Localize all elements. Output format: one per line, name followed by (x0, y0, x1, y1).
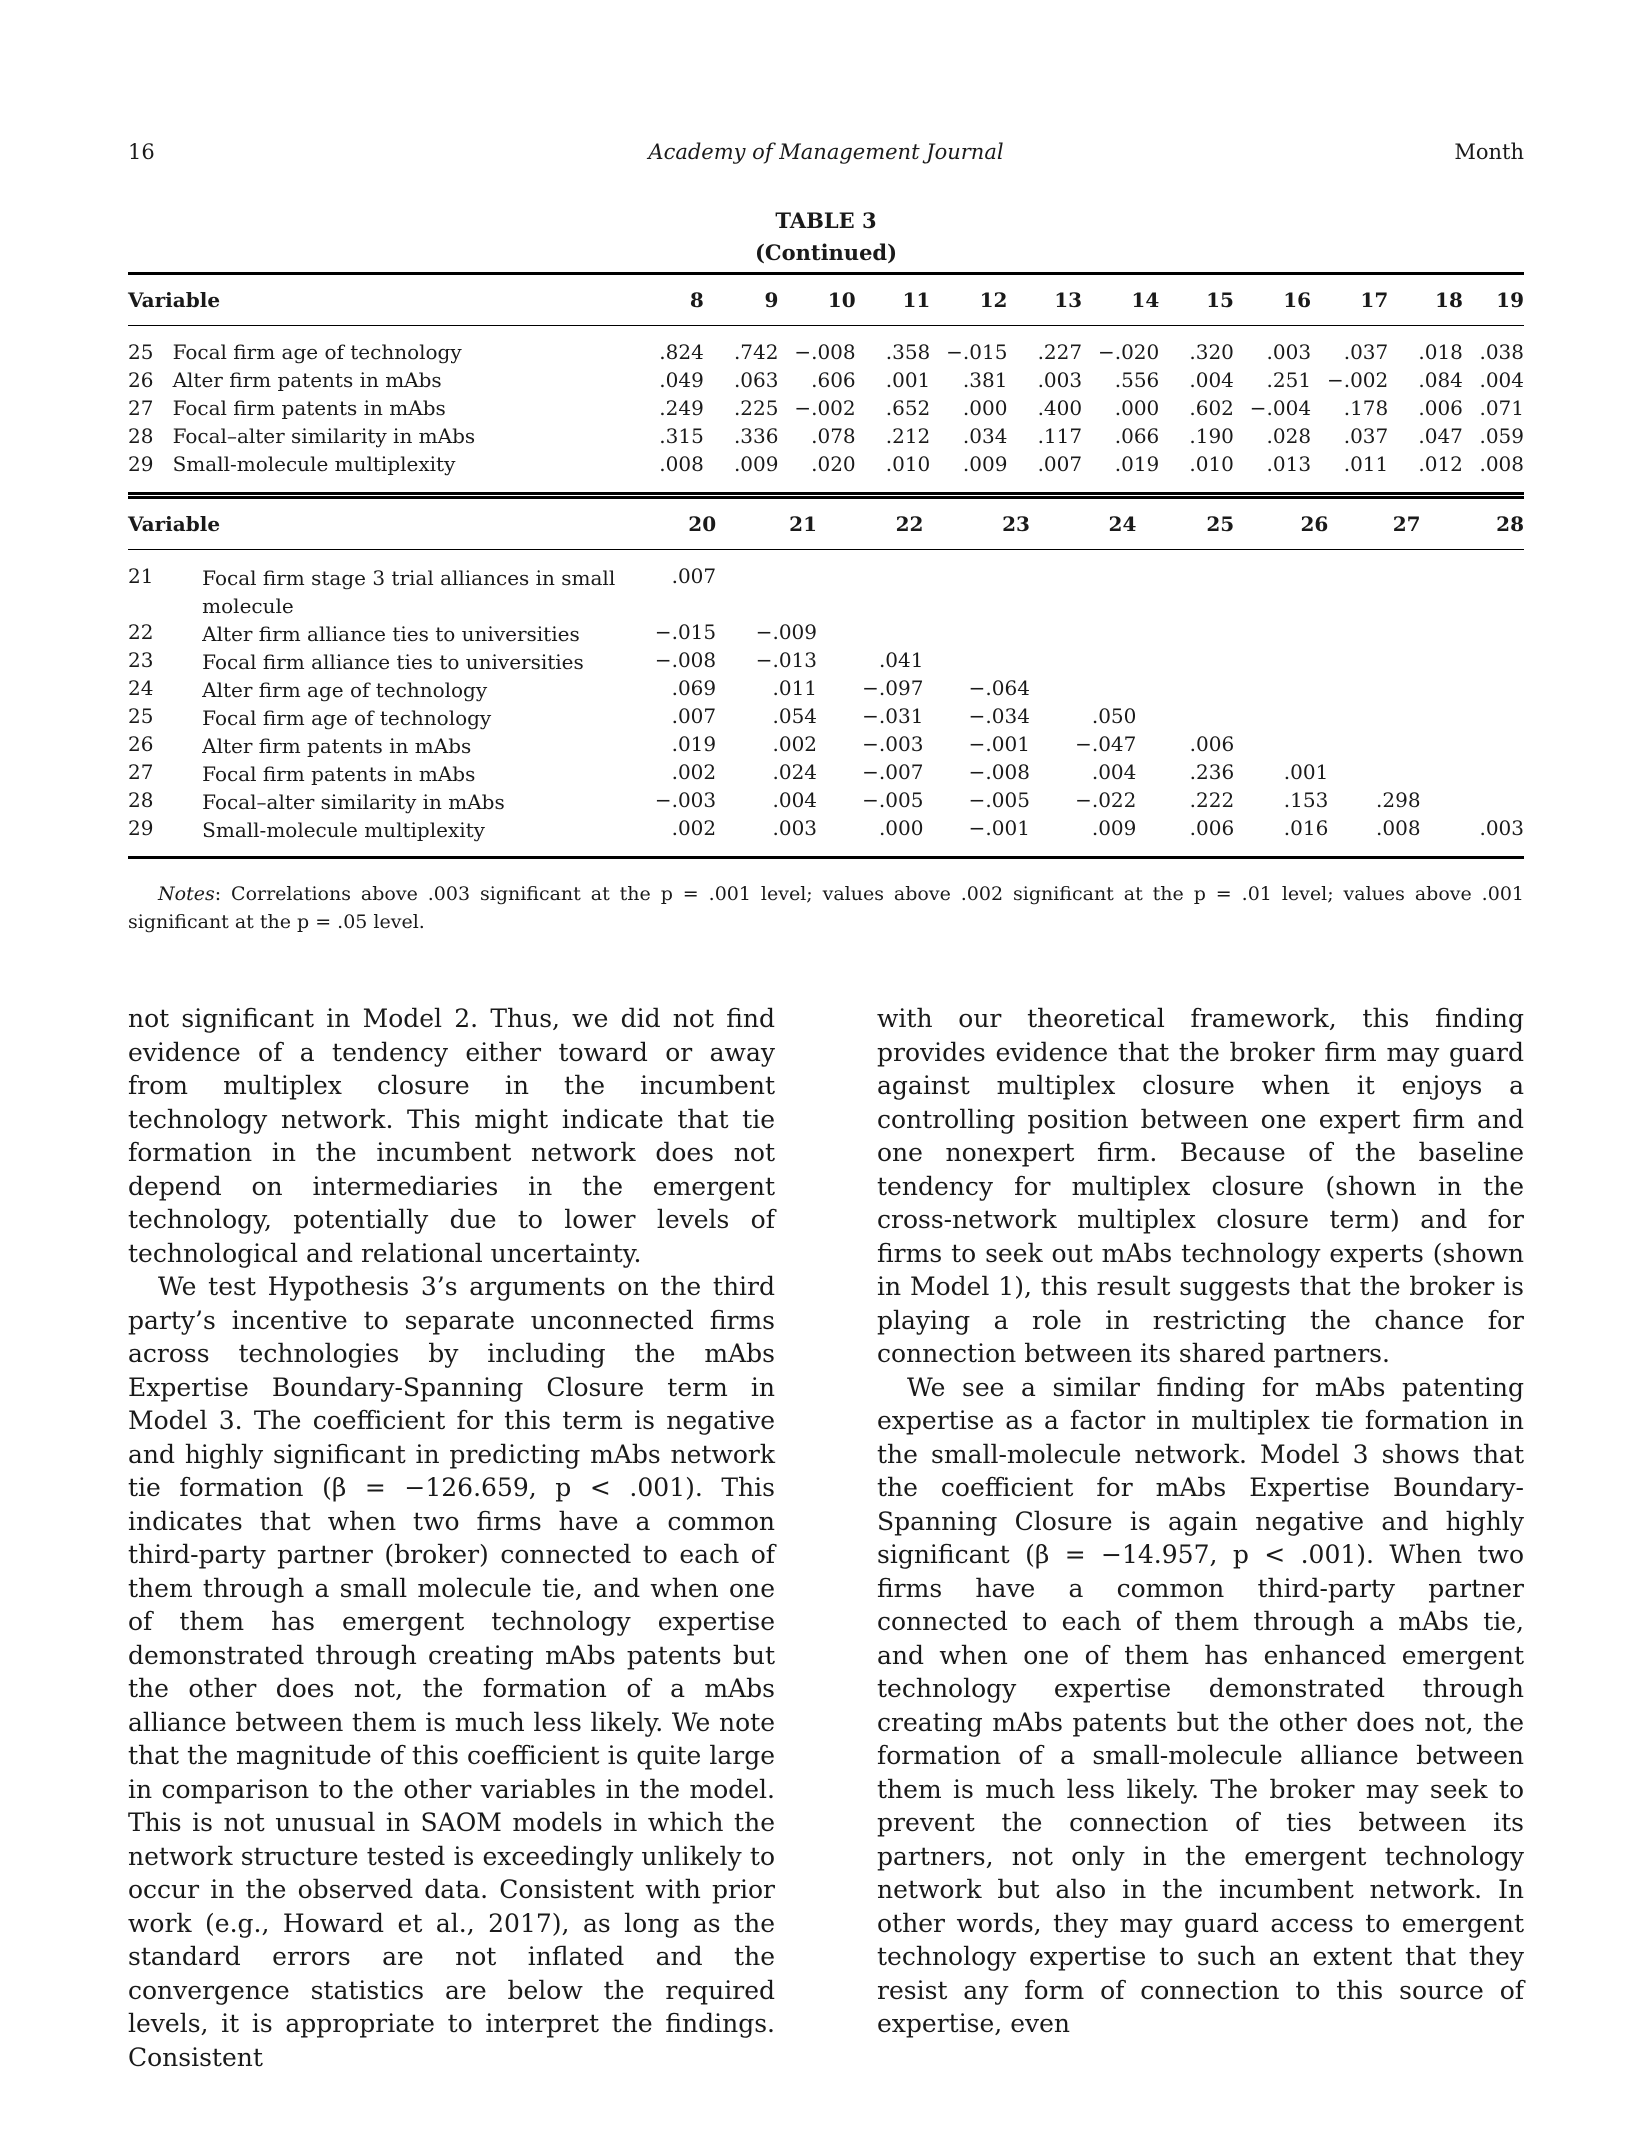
table-cell (1234, 648, 1328, 676)
row-label: Small-molecule multiplexity (172, 452, 456, 476)
table-cell (1328, 704, 1420, 732)
journal-title: Academy of Management Journal (648, 140, 1004, 164)
table-cell: .001 (885, 368, 931, 392)
table-cell: .004 (1091, 760, 1137, 784)
table-cell: .034 (962, 424, 1008, 448)
row-number: 25 (128, 704, 154, 728)
table-cell: .008 (659, 452, 704, 476)
table-cell: .019 (671, 732, 717, 756)
table-cell (1030, 648, 1136, 676)
table-cell: .006 (1418, 396, 1463, 420)
table-cell: .003 (772, 816, 818, 840)
column-header-27: 27 (1328, 498, 1420, 550)
row-label: Focal firm age of technology (172, 340, 462, 364)
table-cell: .251 (1266, 368, 1312, 392)
table-cell: .336 (733, 424, 779, 448)
table-cell: .007 (1037, 452, 1083, 476)
table-row (128, 732, 1524, 760)
table-cell: .315 (659, 424, 704, 448)
table-cell (1328, 648, 1420, 676)
table-cell: .037 (1343, 424, 1389, 448)
column-header-21: 21 (716, 498, 817, 550)
table-cell (1136, 704, 1234, 732)
table-cell: .006 (1189, 816, 1235, 840)
row-label: Alter firm patents in mAbs (202, 734, 472, 758)
table-cell: −.003 (862, 732, 924, 756)
table-cell: .009 (1091, 816, 1137, 840)
table-cell: .006 (1189, 732, 1235, 756)
table-cell: .000 (878, 816, 924, 840)
table-cell: .069 (671, 676, 717, 700)
table-cell: .041 (878, 648, 924, 672)
column-header-19: 19 (1463, 274, 1524, 326)
table-cell: .002 (671, 816, 717, 840)
table-cell (1234, 732, 1328, 760)
row-number: 28 (128, 788, 154, 812)
table-cell (1421, 648, 1524, 676)
table-cell (1421, 564, 1524, 620)
table-cell: .024 (772, 760, 818, 784)
table-cell: .016 (1283, 816, 1329, 840)
table-cell: .010 (885, 452, 931, 476)
table-cell: .009 (962, 452, 1008, 476)
table-cell (1136, 676, 1234, 704)
row-number: 26 (128, 368, 154, 392)
table-cell (923, 620, 1029, 648)
table-cell: .020 (811, 452, 856, 476)
table-row (128, 452, 1524, 480)
table-cell: .009 (733, 452, 779, 476)
table-cell (1421, 760, 1524, 788)
table-cell: .013 (1266, 452, 1312, 476)
table-cell: .320 (1189, 340, 1234, 364)
table-cell: −.047 (1075, 732, 1137, 756)
table-subtitle: (Continued) (754, 240, 898, 265)
body-paragraph: We see a similar finding for mAbs patenting expertise as a factor in multiplex tie formation in the small-molecule network. Model 3 shows that the coefficient for mAbs Expertise Boundary-Spanning Closure is again negative and highly significant (β = −14.957, p < .001). When two firms have a common third-party partner connected to each of them through a mAbs tie, and when one of them has enhanced emergent technology expertise demonstrated through creating mAbs patents but the other does not, the formation of a small-molecule alliance between them is much less likely. The broker may seek to prevent the connection of ties between its partners, not only in the emergent technology network but also in the incumbent network. In other words, they may guard access to emergent technology expertise to such an extent that they resist any form of connection to this source of expertise, even (877, 1372, 1524, 2038)
table-cell: −.031 (862, 704, 924, 728)
table-cell: .008 (1376, 816, 1421, 840)
column-header-15: 15 (1159, 274, 1234, 326)
table-cell (1234, 564, 1328, 620)
table-row (128, 424, 1524, 452)
table-cell: .004 (1479, 368, 1524, 392)
table-notes (128, 880, 1524, 936)
row-number: 21 (128, 564, 154, 588)
table-row (128, 396, 1524, 424)
table-cell: .222 (1189, 788, 1235, 812)
notes-label: Notes (158, 883, 215, 905)
table-cell (1030, 676, 1136, 704)
table-cell: .249 (659, 396, 704, 420)
table-cell: .084 (1418, 368, 1463, 392)
column-header-12: 12 (930, 274, 1007, 326)
table-cell: .007 (671, 704, 717, 728)
table-cell: .071 (1479, 396, 1524, 420)
column-header-22: 22 (817, 498, 923, 550)
row-number: 26 (128, 732, 154, 756)
table-cell: .004 (1189, 368, 1234, 392)
table-cell: −.002 (794, 396, 856, 420)
table-cell: −.001 (968, 732, 1030, 756)
row-number: 22 (128, 620, 154, 644)
table-cell: .400 (1037, 396, 1083, 420)
column-header-13: 13 (1007, 274, 1082, 326)
table-cell: −.001 (968, 816, 1030, 840)
table-cell: .236 (1189, 760, 1235, 784)
table-cell (1421, 732, 1524, 760)
table-row (128, 676, 1524, 704)
table-cell: .381 (962, 368, 1008, 392)
table-cell: .824 (659, 340, 704, 364)
row-number: 25 (128, 340, 154, 364)
body-paragraph: We test Hypothesis 3’s arguments on the third party’s incentive to separate unconnected firms across technologies by including the mAbs Expertise Boundary-Spanning Closure term in Model 3. The coefficient for this term is negative and highly significant in predicting mAbs network tie formation (β = −126.659, p < .001). This indicates that when two firms have a common third-party partner (broker) connected to each of them through a small molecule tie, and when one of them has emergent technology expertise demonstrated through creating mAbs patents but the other does not, the formation of a mAbs alliance between them is much less likely. We note that the magnitude of this coefficient is quite large in comparison to the other variables in the model. This is not unusual in SAOM models in which the network structure tested is exceedingly unlikely to occur in the observed data. Consistent with prior work (e.g., Howard et al., 2017), as long as the standard errors are not inflated and the convergence statistics are below the required levels, it is appropriate to interpret the findings. Consistent (128, 1272, 775, 2072)
table-cell: −.097 (862, 676, 924, 700)
table-cell: .227 (1037, 340, 1083, 364)
row-number: 29 (128, 816, 154, 840)
issue-month: Month (1454, 140, 1524, 164)
notes-text: : Correlations above .003 significant at the p = .001 level; values above .002 significant at the p = .01 level; values above .001 significant at the p = .05 level. (128, 883, 1524, 933)
table-cell: .078 (811, 424, 856, 448)
table-cell: .003 (1266, 340, 1312, 364)
table-header-row (128, 274, 1524, 326)
table-cell: .602 (1189, 396, 1234, 420)
table-row (128, 620, 1524, 648)
table-cell: .003 (1037, 368, 1083, 392)
row-label: Alter firm patents in mAbs (172, 368, 442, 392)
row-label: Alter firm age of technology (202, 678, 488, 702)
table-cell: −.005 (968, 788, 1030, 812)
table-cell: .059 (1479, 424, 1524, 448)
column-header-28: 28 (1421, 498, 1524, 550)
table-cell: −.008 (654, 648, 717, 672)
table-cell (1234, 704, 1328, 732)
table-cell (716, 564, 817, 620)
table-cell: −.004 (1249, 396, 1312, 420)
row-label: Focal–alter similarity in mAbs (172, 424, 476, 448)
column-header-9: 9 (704, 274, 779, 326)
table-cell (1136, 648, 1234, 676)
column-header-14: 14 (1082, 274, 1159, 326)
table-row (128, 340, 1524, 368)
table-cell: .298 (1376, 788, 1421, 812)
table-cell: .153 (1283, 788, 1329, 812)
table-cell (1234, 676, 1328, 704)
table-cell (1328, 732, 1420, 760)
row-label: Alter firm alliance ties to universities (202, 622, 580, 646)
table-cell (1421, 620, 1524, 648)
table-cell (1136, 620, 1234, 648)
table-row (128, 788, 1524, 816)
column-header-8: 8 (634, 274, 704, 326)
body-paragraph: with our theoretical framework, this finding provides evidence that the broker firm may guard against multiplex closure when it enjoys a controlling position between one expert firm and one nonexpert firm. Because of the baseline tendency for multiplex closure (shown in the cross-network multiplex closure term) and for firms to seek out mAbs technology experts (shown in Model 1), this result suggests that the broker is playing a role in restricting the chance for connection between its shared partners. (877, 1004, 1524, 1368)
table-cell (1328, 676, 1420, 704)
row-label: Focal firm alliance ties to universities (202, 650, 584, 674)
table-cell (1234, 620, 1328, 648)
table-cell: .000 (962, 396, 1008, 420)
table-cell: .063 (733, 368, 779, 392)
table-cell: −.007 (862, 760, 924, 784)
table-cell: −.008 (794, 340, 856, 364)
table-cell (1030, 564, 1136, 620)
column-header-17: 17 (1311, 274, 1388, 326)
table-cell: .212 (885, 424, 931, 448)
table-cell: .038 (1479, 340, 1524, 364)
table-cell: .037 (1343, 340, 1389, 364)
row-label: Focal firm patents in mAbs (172, 396, 446, 420)
running-header (128, 140, 1524, 176)
table-row (128, 564, 1524, 620)
table-cell (817, 564, 923, 620)
table-cell (1328, 564, 1420, 620)
table-cell (1030, 620, 1136, 648)
table-cell: −.005 (862, 788, 924, 812)
correlation-table-part1 (128, 272, 1524, 495)
table-cell: −.015 (654, 620, 717, 644)
table-cell (1328, 760, 1420, 788)
table-cell: −.002 (1326, 368, 1389, 392)
table-cell (1421, 704, 1524, 732)
table-cell (1421, 676, 1524, 704)
table-cell: −.022 (1075, 788, 1137, 812)
table-cell (1328, 620, 1420, 648)
table-cell: −.020 (1097, 340, 1160, 364)
table-cell: .049 (659, 368, 704, 392)
table-cell: .019 (1114, 452, 1160, 476)
column-header-23: 23 (923, 498, 1029, 550)
row-label: Focal–alter similarity in mAbs (202, 790, 505, 814)
table-cell: −.015 (946, 340, 1008, 364)
page-number: 16 (128, 140, 155, 164)
column-header-25: 25 (1136, 498, 1234, 550)
table-cell: .556 (1114, 368, 1160, 392)
table-row (128, 760, 1524, 788)
table-cell: .225 (733, 396, 779, 420)
table-cell: −.009 (755, 620, 818, 644)
table-cell: .004 (772, 788, 818, 812)
table-cell: .000 (1114, 396, 1160, 420)
table-row (128, 704, 1524, 732)
row-number: 28 (128, 424, 154, 448)
table-cell: .002 (671, 760, 717, 784)
table-caption (128, 205, 1524, 269)
variable-header: Variable (128, 498, 638, 550)
table-row (128, 368, 1524, 396)
table-cell: .012 (1418, 452, 1463, 476)
table-cell: .007 (671, 564, 717, 588)
body-column-right (877, 1002, 1524, 2041)
column-header-24: 24 (1030, 498, 1136, 550)
table-cell: .652 (885, 396, 931, 420)
row-label: Focal firm age of technology (202, 706, 492, 730)
column-header-18: 18 (1388, 274, 1463, 326)
table-cell (923, 648, 1029, 676)
table-cell: .001 (1283, 760, 1329, 784)
body-paragraph: not significant in Model 2. Thus, we did not find evidence of a tendency either toward or away from multiplex closure in the incumbent technology network. This might indicate that tie formation in the incumbent network does not depend on intermediaries in the emergent technology, potentially due to lower levels of technological and relational uncertainty. (128, 1004, 775, 1268)
table-cell: .178 (1343, 396, 1389, 420)
column-header-16: 16 (1234, 274, 1311, 326)
row-number: 29 (128, 452, 154, 476)
table-cell: −.008 (968, 760, 1030, 784)
row-label: Focal firm stage 3 trial alliances in small molecule (202, 566, 616, 618)
table-cell: .002 (772, 732, 818, 756)
column-header-20: 20 (638, 498, 717, 550)
table-cell: .190 (1189, 424, 1234, 448)
table-row (128, 816, 1524, 844)
table-cell: .742 (733, 340, 779, 364)
row-label: Focal firm patents in mAbs (202, 762, 476, 786)
table-cell: .054 (772, 704, 818, 728)
variable-header: Variable (128, 274, 634, 326)
table-cell: .117 (1037, 424, 1083, 448)
table-cell: .011 (1343, 452, 1389, 476)
table-cell: .066 (1114, 424, 1160, 448)
table-cell: −.013 (755, 648, 818, 672)
table-cell: .008 (1479, 452, 1524, 476)
table-cell: .018 (1418, 340, 1463, 364)
column-header-26: 26 (1234, 498, 1328, 550)
column-header-10: 10 (778, 274, 855, 326)
column-header-11: 11 (856, 274, 931, 326)
row-number: 24 (128, 676, 154, 700)
table-cell: .011 (772, 676, 818, 700)
table-cell: .050 (1091, 704, 1137, 728)
table-header-row (128, 498, 1524, 550)
table-cell: .358 (885, 340, 931, 364)
body-column-left (128, 1002, 775, 2074)
table-cell: −.064 (968, 676, 1030, 700)
table-cell (1136, 564, 1234, 620)
table-cell: .028 (1266, 424, 1312, 448)
table-cell: −.034 (968, 704, 1030, 728)
table-cell: .003 (1479, 816, 1524, 840)
table-cell (923, 564, 1029, 620)
table-cell (817, 620, 923, 648)
row-number: 27 (128, 760, 154, 784)
table-title: TABLE 3 (775, 208, 877, 233)
table-cell (1421, 788, 1524, 816)
table-cell: .606 (811, 368, 856, 392)
table-cell: .010 (1189, 452, 1234, 476)
row-number: 23 (128, 648, 154, 672)
table-cell: −.003 (654, 788, 717, 812)
row-label: Small-molecule multiplexity (202, 818, 485, 842)
table-row (128, 648, 1524, 676)
row-number: 27 (128, 396, 154, 420)
correlation-table-part2 (128, 496, 1524, 859)
table-cell: .047 (1418, 424, 1463, 448)
